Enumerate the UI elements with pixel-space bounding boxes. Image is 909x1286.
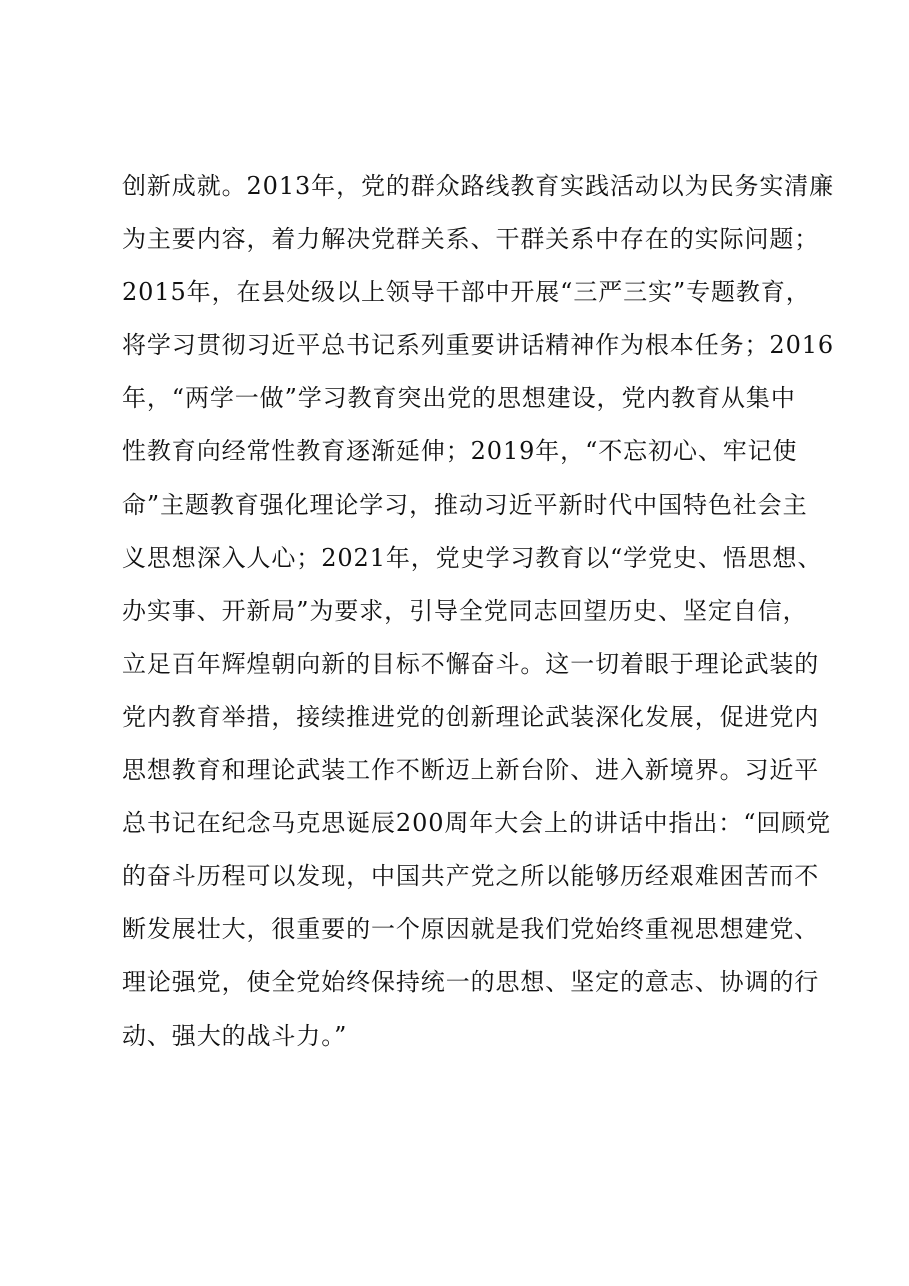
text-line: 将学习贯彻习近平总书记系列重要讲话精神作为根本任务；2016 <box>122 331 835 360</box>
text-line: 的奋斗历程可以发现，中国共产党之所以能够历经艰难困苦而不 <box>122 862 820 891</box>
text-line: 理论强党，使全党始终保持统一的思想、坚定的意志、协调的行 <box>122 968 820 997</box>
text-line: 性教育向经常性教育逐渐延伸；2019年，“不忘初心、牢记使 <box>122 437 798 466</box>
text-line: 义思想深入人心；2021年，党史学习教育以“学党史、悟思想、 <box>122 543 823 572</box>
text-line: 动、强大的战斗力。” <box>122 1021 348 1050</box>
text-line: 年，“两学一做”学习教育突出党的思想建设，党内教育从集中 <box>122 384 796 413</box>
text-line: 断发展壮大，很重要的一个原因就是我们党始终重视思想建党、 <box>122 915 820 944</box>
text-line: 办实事、开新局”为要求，引导全党同志回望历史、坚定自信， <box>122 596 808 625</box>
text-line: 命”主题教育强化理论学习，推动习近平新时代中国特色社会主 <box>122 490 808 519</box>
text-line: 总书记在纪念马克思诞辰200周年大会上的讲话中指出：“回顾党 <box>122 809 832 838</box>
text-line: 党内教育举措，接续推进党的创新理论武装深化发展，促进党内 <box>122 702 820 731</box>
body-paragraph <box>122 160 835 1063</box>
text-line: 思想教育和理论武装工作不断迈上新台阶、进入新境界。习近平 <box>122 756 820 785</box>
text-line: 为主要内容，着力解决党群关系、干群关系中存在的实际问题； <box>122 225 820 254</box>
text-line: 2015年，在县处级以上领导干部中开展“三严三实”专题教育， <box>122 278 811 307</box>
text-line: 创新成就。2013年，党的群众路线教育实践活动以为民务实清廉 <box>122 172 835 200</box>
text-line: 立足百年辉煌朝向新的目标不懈奋斗。这一切着眼于理论武装的 <box>122 649 820 678</box>
